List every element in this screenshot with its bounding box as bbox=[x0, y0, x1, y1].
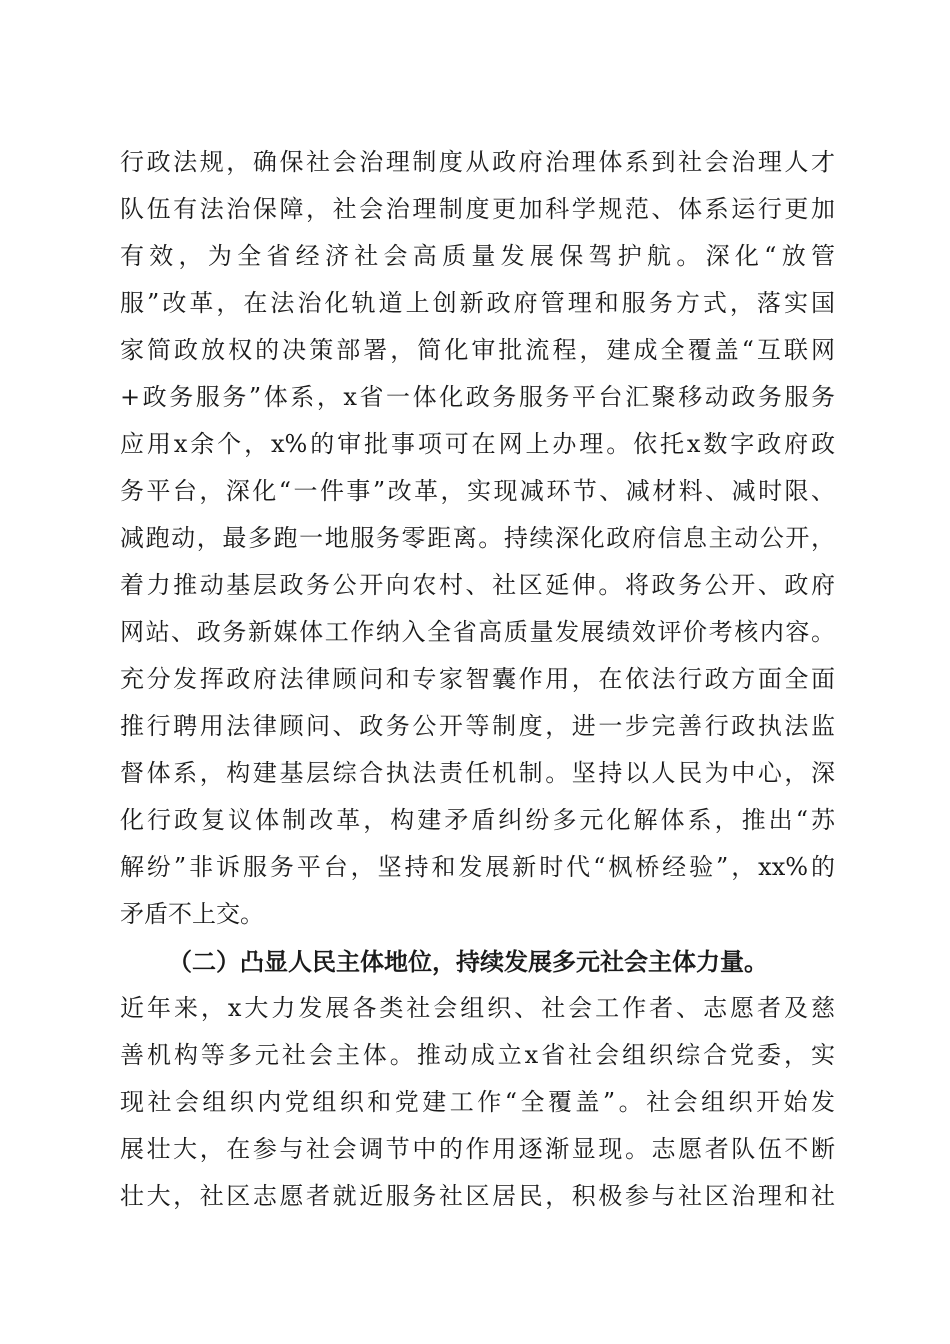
paragraph-line: 督体系，构建基层综合执法责任机制。坚持以人民为中心，深 bbox=[120, 759, 835, 787]
paragraph-line: 应用x余个，x%的审批事项可在网上办理。依托x数字政府政 bbox=[120, 430, 835, 458]
paragraph-line: 服”改革，在法治化轨道上创新政府管理和服务方式，落实国 bbox=[120, 289, 835, 317]
paragraph-line: 着力推动基层政务公开向农村、社区延伸。将政务公开、政府 bbox=[120, 571, 835, 599]
paragraph-line: 网站、政务新媒体工作纳入全省高质量发展绩效评价考核内容。 bbox=[120, 618, 835, 646]
paragraph-line: 推行聘用法律顾问、政务公开等制度，进一步完善行政执法监 bbox=[120, 712, 835, 740]
document-body bbox=[120, 139, 835, 1220]
paragraph-line: 减跑动，最多跑一地服务零距离。持续深化政府信息主动公开， bbox=[120, 524, 835, 552]
paragraph-line: 现社会组织内党组织和党建工作“全覆盖”。社会组织开始发 bbox=[120, 1088, 835, 1116]
paragraph-1 bbox=[120, 139, 835, 938]
paragraph-line: 队伍有法治保障，社会治理制度更加科学规范、体系运行更加 bbox=[120, 195, 835, 223]
paragraph-line: 充分发挥政府法律顾问和专家智囊作用，在依法行政方面全面 bbox=[120, 665, 835, 693]
paragraph-line: 矛盾不上交。 bbox=[120, 900, 264, 928]
paragraph-line: 化行政复议体制改革，构建矛盾纠纷多元化解体系，推出“苏 bbox=[120, 806, 835, 834]
paragraph-line: 近年来，x大力发展各类社会组织、社会工作者、志愿者及慈 bbox=[120, 994, 835, 1022]
paragraph-line: 务平台，深化“一件事”改革，实现减环节、减材料、减时限、 bbox=[120, 477, 835, 505]
section-heading: （二）凸显人民主体地位，持续发展多元社会主体力量。 bbox=[168, 947, 768, 976]
paragraph-line: 有效，为全省经济社会高质量发展保驾护航。深化“放管 bbox=[120, 242, 835, 270]
paragraph-line: 善机构等多元社会主体。推动成立x省社会组织综合党委，实 bbox=[120, 1041, 835, 1069]
paragraph-line: 展壮大，在参与社会调节中的作用逐渐显现。志愿者队伍不断 bbox=[120, 1135, 835, 1163]
paragraph-2 bbox=[120, 985, 835, 1220]
paragraph-line: 家简政放权的决策部署，简化审批流程，建成全覆盖“互联网 bbox=[120, 336, 835, 364]
paragraph-line: 壮大，社区志愿者就近服务社区居民，积极参与社区治理和社 bbox=[120, 1182, 835, 1210]
paragraph-line: +政务服务”体系，x省一体化政务服务平台汇聚移动政务服务 bbox=[120, 383, 835, 411]
paragraph-line: 行政法规，确保社会治理制度从政府治理体系到社会治理人才 bbox=[120, 148, 835, 176]
paragraph-line: 解纷”非诉服务平台，坚持和发展新时代“枫桥经验”，xx%的 bbox=[120, 853, 835, 881]
